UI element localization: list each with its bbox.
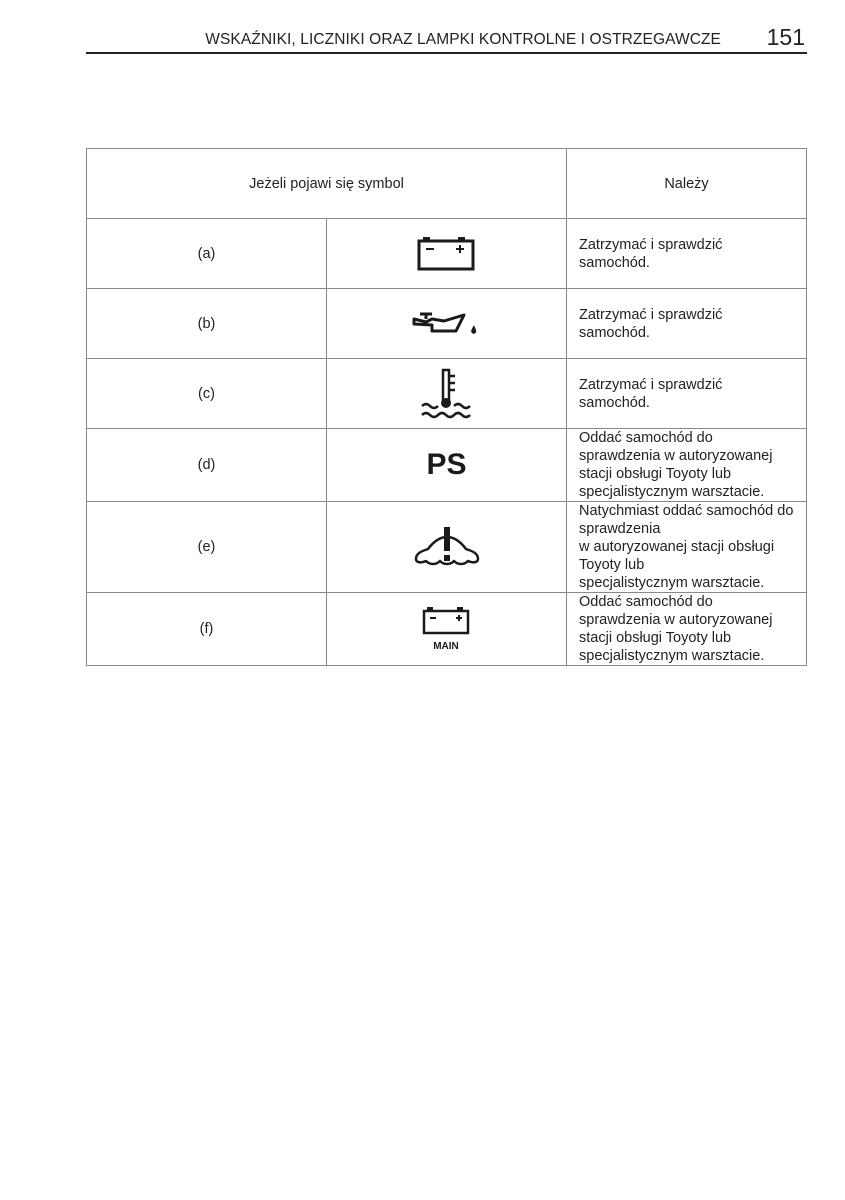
table-header-row [87,149,807,219]
warning-symbols-table [86,148,807,666]
page-header [86,24,807,54]
row-action: Oddać samochód do sprawdzenia w autoryzowanej stacji obsługi Toyoty lub specjalistycznym warsztacie. [567,593,807,666]
row-action: Zatrzymać i sprawdzić samochód. [567,289,807,359]
table-row [87,359,807,429]
section-title: WSKAŹNIKI, LICZNIKI ORAZ LAMPKI KONTROLNE I OSTRZEGAWCZE [205,31,721,48]
power-steering-icon: PS [426,448,467,481]
row-letter: (a) [87,219,327,289]
row-letter: (b) [87,289,327,359]
row-action: Zatrzymać i sprawdzić samochód. [567,359,807,429]
table-row [87,219,807,289]
row-action: Oddać samochód do sprawdzenia w autoryzowanej stacji obsługi Toyoty lub specjalistycznym warsztacie. [567,429,807,502]
row-letter: (e) [87,502,327,593]
table-row [87,289,807,359]
row-letter: (f) [87,593,327,666]
coolant-temperature-icon [418,368,476,420]
table-row [87,429,807,502]
row-action-line: Natychmiast oddać samochód do sprawdzenia [579,503,794,537]
table-row [87,502,807,593]
row-letter: (c) [87,359,327,429]
row-action: Zatrzymać i sprawdzić samochód. [567,219,807,289]
table-row [87,593,807,666]
row-letter: (d) [87,429,327,502]
row-action-line: w autoryzowanej stacji obsługi Toyoty lub [579,539,775,573]
battery-charge-icon [417,236,477,272]
action-column-header: Należy [567,149,807,219]
page-number: 151 [766,24,805,50]
main-battery-icon [421,606,473,652]
oil-pressure-icon [412,307,482,341]
symbol-column-header: Jeżeli pojawi się symbol [87,149,567,219]
row-action-line: specjalistycznym warsztacie. [579,575,765,591]
brake-fluid-icon [412,525,482,569]
main-label: MAIN [432,641,459,652]
